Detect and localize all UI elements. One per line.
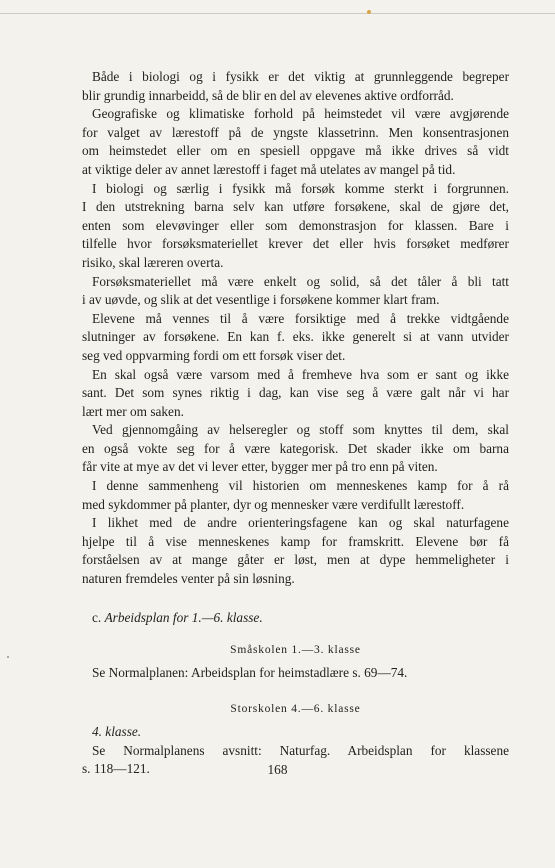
- section-prefix: c.: [92, 609, 102, 625]
- smaskolen-reference: Se Normalplanen: Arbeidsplan for heimstadlære s. 69—74.: [92, 664, 408, 680]
- text-line: I biologi og særlig i fysikk må forsøk komme sterkt i forgrunnen.: [92, 180, 509, 196]
- text-line: naturen fremdeles venter på sin løsning.: [82, 571, 295, 587]
- text-line: en også vokte seg for å være kategorisk. Det skader ikke om barna: [82, 440, 509, 456]
- text-line: Se Normalplanens avsnitt: Naturfag. Arbeidsplan for klassene: [92, 742, 509, 758]
- margin-mark: [7, 656, 9, 658]
- text-line: med sykdommer på planter, dyr og mennesker være verdifullt lærestoff.: [82, 496, 465, 512]
- text-line: Både i biologi og i fysikk er det viktig at grunnleggende begreper: [92, 69, 509, 84]
- text-line: seg ved oppvarming fordi om ett forsøk viser det.: [82, 347, 346, 363]
- text-line: om heimstedet eller om en spesiell oppgave må ikke drives så vidt: [82, 143, 509, 159]
- paragraph: [82, 180, 509, 273]
- paragraph: [82, 514, 509, 588]
- text-line: Geografiske og klimatiske forhold på heimstedet vil være avgjørende: [92, 106, 509, 122]
- text-line: enten som elevøvinger eller som demonstrasjon for klassen. Bare i: [82, 217, 509, 233]
- section-title: Arbeidsplan for 1.—6. klasse.: [104, 609, 263, 625]
- smaskolen-heading: Småskolen 1.—3. klasse: [230, 644, 361, 657]
- text-line: Elevene må vennes til å være forsiktige med å trekke vidtgående: [92, 310, 509, 326]
- text-line: hjelpe til å vise menneskenes kamp for framskritt. Elevene bør få: [82, 533, 509, 549]
- ink-dot: [367, 10, 371, 14]
- text-line: I likhet med de andre orienteringsfagene kan og skal naturfagene: [92, 515, 509, 531]
- text-line: blir grundig innarbeidd, så de blir en del av elevenes aktive ordforråd.: [82, 87, 454, 103]
- paragraph: [82, 310, 509, 366]
- text-line: Ved gjennomgåing av helseregler og stoff som knyttes til dem, skal: [92, 422, 509, 438]
- text-line: I den utstrekning barna selv kan utføre forsøkene, skal de gjøre det,: [82, 199, 509, 215]
- text-line: Forsøksmateriellet må være enkelt og solid, så det tåler å bli tatt: [92, 273, 509, 289]
- text-line: i av uøvde, og slik at det vesentlige i forsøkene kommer klart fram.: [82, 292, 440, 308]
- paragraph: [82, 421, 509, 477]
- text-line: I denne sammenheng vil historien om menneskenes kamp for å rå: [92, 478, 509, 494]
- paragraph: [82, 68, 509, 105]
- paragraph: [82, 366, 509, 422]
- text-line: sant. Det som synes riktig i dag, kan vise seg å være galt når vi har: [82, 385, 509, 401]
- section-label: [82, 609, 509, 628]
- text-line: tilfelle hvor forsøksmateriellet krever det eller hvis forsøket medfører: [82, 236, 509, 252]
- storskolen-heading: Storskolen 4.—6. klasse: [230, 703, 361, 716]
- body-text: [82, 68, 509, 779]
- text-line: lært mer om saken.: [82, 403, 184, 419]
- paragraph: [82, 477, 509, 514]
- paragraph: [82, 105, 509, 179]
- text-line: forståelsen av at mange gåter er løst, men at dype hemmeligheter i: [82, 552, 509, 568]
- text-line: En skal også være varsom med å fremheve hva som er sant og ikke: [92, 366, 509, 382]
- page-number: 168: [267, 762, 288, 777]
- class-subheading: 4. klasse.: [92, 724, 142, 739]
- text-line: at viktige deler av annet lærestoff i faget må utelates av mangel på tid.: [82, 161, 456, 177]
- top-edge-line: [0, 13, 555, 14]
- paragraph: [82, 273, 509, 310]
- text-line: risiko, skal læreren overta.: [82, 254, 224, 270]
- text-line: får vite at mye av det vi lever etter, bygger mer på tro enn på viten.: [82, 459, 438, 475]
- text-line: for valget av lærestoff på de yngste klassetrinn. Men konsentrasjonen: [82, 124, 509, 140]
- text-line: s. 118—121.: [82, 761, 150, 777]
- text-line: slutninger av forsøkene. En kan f. eks. ikke generelt si at vann utvider: [82, 329, 509, 345]
